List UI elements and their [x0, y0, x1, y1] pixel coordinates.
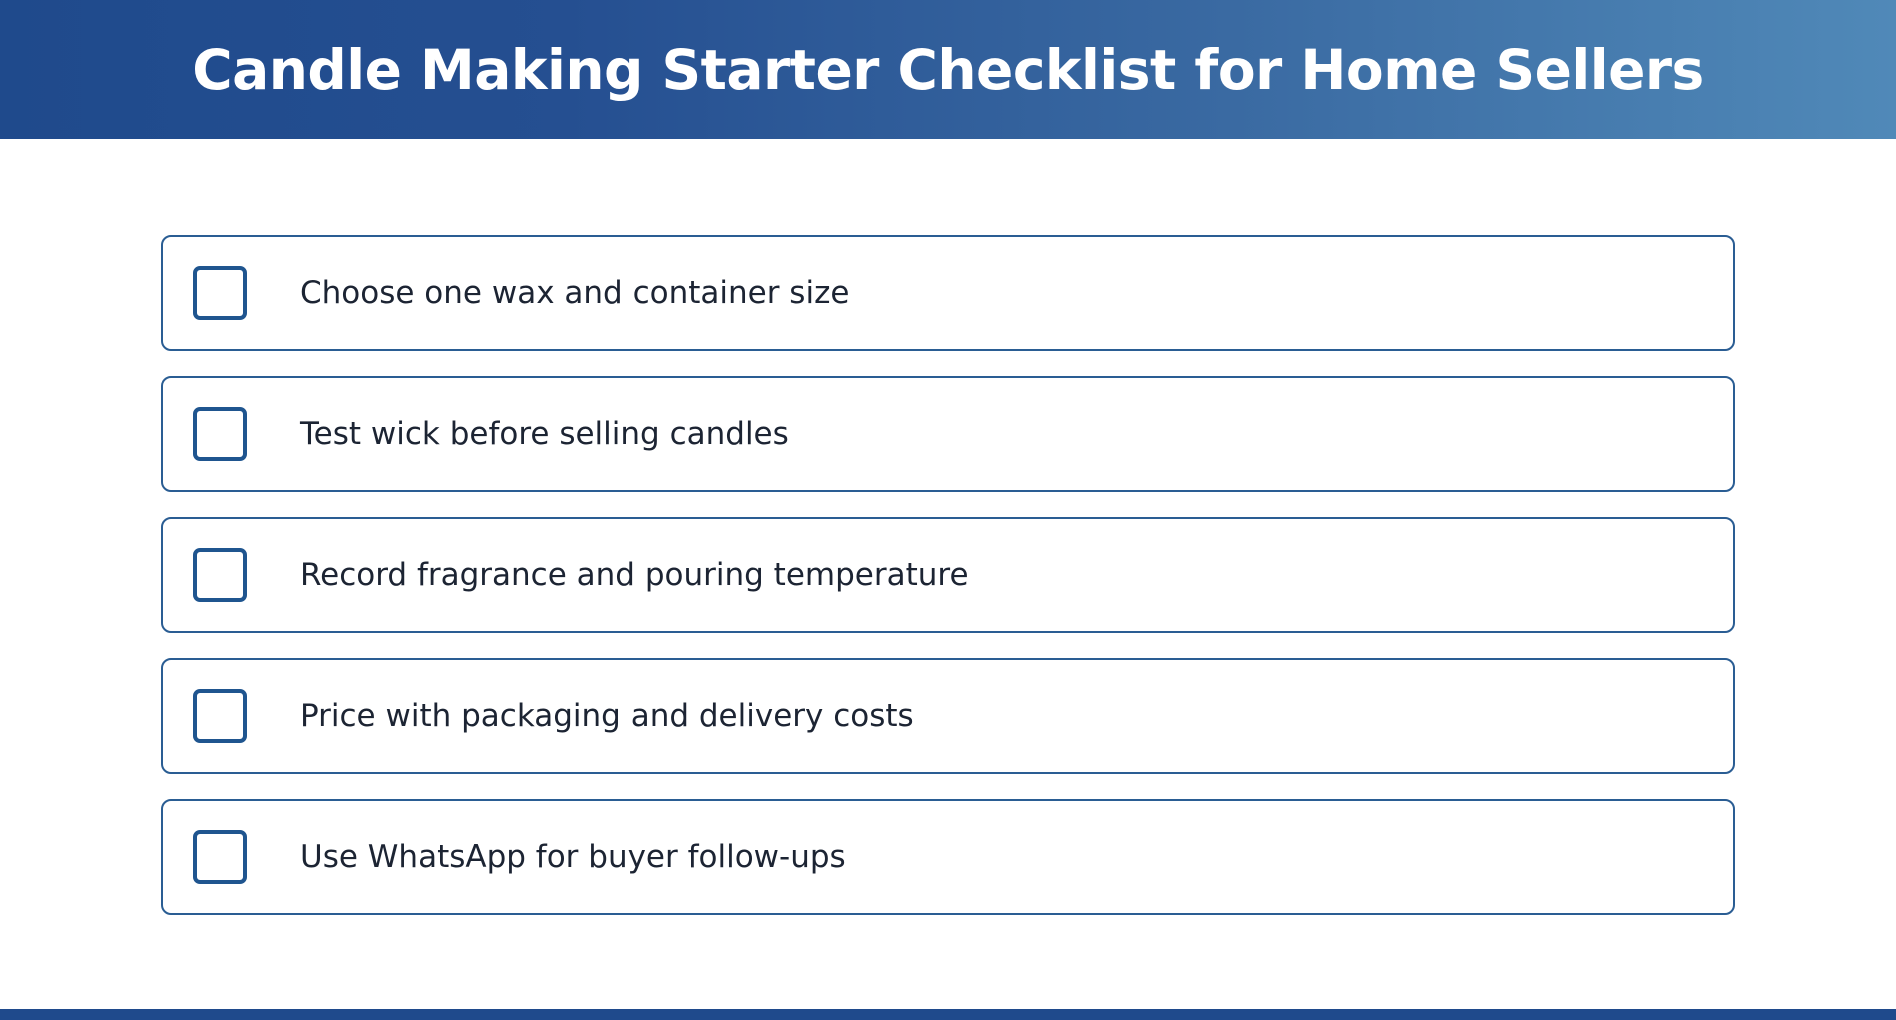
- header-banner: [0, 0, 1896, 139]
- checkbox[interactable]: [193, 266, 247, 320]
- page-title: Candle Making Starter Checklist for Home Sellers: [192, 37, 1704, 102]
- checkbox[interactable]: [193, 689, 247, 743]
- footer-bar: [0, 1009, 1896, 1020]
- checklist-item-label: Choose one wax and container size: [300, 275, 850, 311]
- checklist-item[interactable]: [161, 517, 1735, 633]
- checklist: [161, 235, 1735, 915]
- checklist-item[interactable]: [161, 235, 1735, 351]
- checklist-item-label: Price with packaging and delivery costs: [300, 698, 914, 734]
- checkbox[interactable]: [193, 407, 247, 461]
- checklist-item-label: Use WhatsApp for buyer follow-ups: [300, 839, 846, 875]
- checklist-item[interactable]: [161, 658, 1735, 774]
- checklist-item[interactable]: [161, 376, 1735, 492]
- checkbox[interactable]: [193, 830, 247, 884]
- checklist-item-label: Record fragrance and pouring temperature: [300, 557, 969, 593]
- checkbox[interactable]: [193, 548, 247, 602]
- checklist-item[interactable]: [161, 799, 1735, 915]
- checklist-item-label: Test wick before selling candles: [300, 416, 789, 452]
